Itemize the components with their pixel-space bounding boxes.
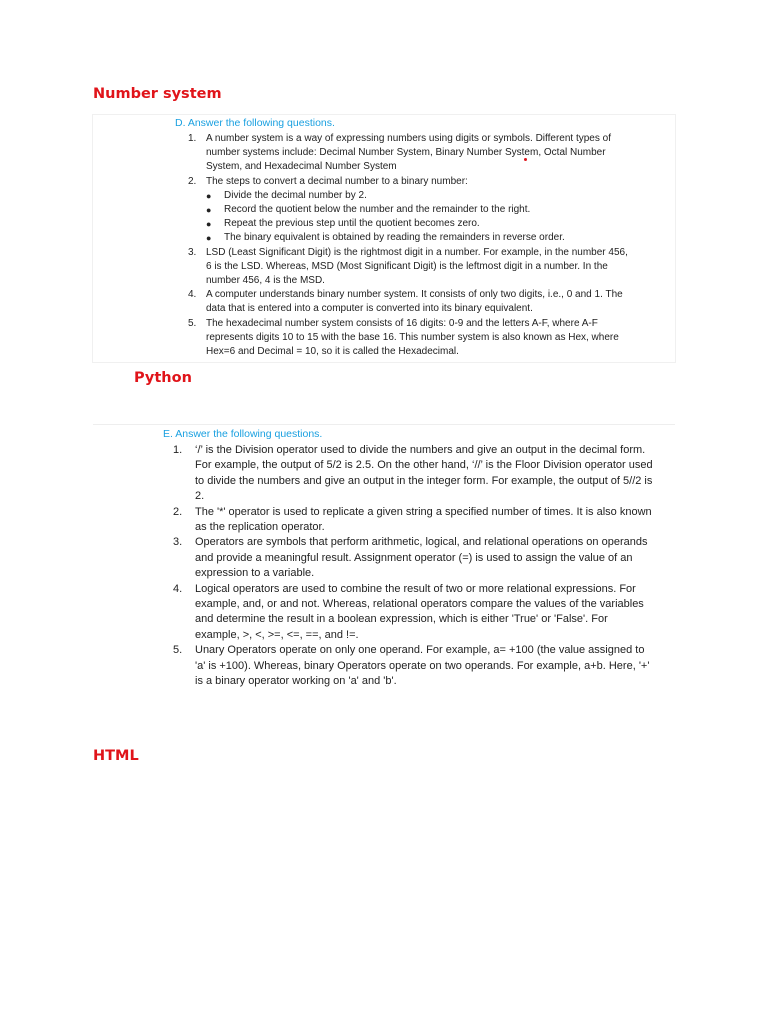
bullet-icon: ● [206,219,212,230]
step-text: Divide the decimal number by 2. [224,189,367,201]
list-item [188,288,628,316]
item-text: The '*' operator is used to replicate a given string a specified number of times. It is also known as the replication operator. [195,505,652,534]
list-item [173,535,655,581]
conversion-steps-list [206,189,628,246]
item-text: A computer understands binary number system. It consists of only two digits, i.e., 0 and 1. The data that is entered into a computer is converted into its binary equivalent. [206,289,623,315]
item-text: Logical operators are used to combine the result of two or more relational expressions. For example, and, or and not. Whereas, relational operators compare the values of the variables and determine the result in a boolean expression, which is either 'True' or 'False'. For example, >, <, >=, <=, ==, and !=. [195,582,644,641]
item-number: 3. [173,536,183,549]
heading-number-system: Number system [93,86,222,102]
item-number: 2. [188,175,197,187]
item-text: LSD (Least Significant Digit) is the rightmost digit in a number. For example, in the number 456, 6 is the LSD. Whereas, MSD (Most Significant Digit) is the leftmost digit in a number. In the number 456, 4 is the MSD. [206,246,628,287]
list-item [173,582,655,644]
list-item [188,246,628,289]
step-item [206,189,628,203]
item-number: 5. [173,644,183,657]
item-text: ‘/’ is the Division operator used to divide the numbers and give an output in the decimal form. For example, the output of 5/2 is 2.5. On the other hand, ‘//’ is the Floor Division operator used to divide the numbers and give an output in the integer form. For example, the output of 5//2 is 2. [195,444,653,503]
item-text: Operators are symbols that perform arithmetic, logical, and relational operations on operands and provide a meaningful result. Assignment operator (=) is used to assign the value of an expression to a variable. [195,536,648,580]
item-text: The steps to convert a decimal number to a binary number: [206,175,468,187]
list-item [173,505,655,536]
item-text: Unary Operators operate on only one operand. For example, a= +100 (the value assigned to 'a' is +100). Whereas, binary Operators operate on two operands. For example, a+b. Here, '+' is a binary operator working on 'a' and 'b'. [195,644,650,688]
list-item [173,443,655,505]
step-text: The binary equivalent is obtained by reading the remainders in reverse order. [224,232,565,244]
section-e-answer-list [173,443,655,690]
list-item [173,643,655,689]
item-number: 2. [173,505,183,518]
item-number: 5. [188,317,197,329]
heading-python: Python [134,370,192,386]
python-answer-image [93,424,675,695]
item-number: 4. [188,289,197,301]
list-item [188,175,628,246]
bullet-icon: ● [206,205,212,216]
heading-html: HTML [93,748,139,764]
item-number: 1. [188,133,197,144]
item-text: A number system is a way of expressing numbers using digits or symbols. Different types of number systems include: Decimal Number System, Binary Number System, Octal Number System, and Hexadecimal Number System [206,133,611,173]
bullet-icon: ● [206,233,212,244]
section-d-answer-list [188,132,628,359]
number-system-answer-image [93,115,675,362]
step-item [206,217,628,231]
item-number: 3. [188,246,197,258]
item-text: The hexadecimal number system consists of 16 digits: 0-9 and the letters A-F, where A-F represents digits 10 to 15 with the base 16. This number system is also known as Hex, where Hex=6 and Decimal = 10, so it is called the Hexadecimal. [206,317,619,358]
item-number: 4. [173,582,183,595]
step-text: Record the quotient below the number and the remainder to the right. [224,204,531,216]
bullet-icon: ● [206,190,212,201]
list-item [188,132,628,175]
section-d-title: D. Answer the following questions. [175,117,335,129]
list-item [188,317,628,360]
step-item [206,231,628,245]
section-e-title: E. Answer the following questions. [163,428,323,440]
step-item [206,203,628,217]
item-number: 1. [173,444,183,456]
step-text: Repeat the previous step until the quotient becomes zero. [224,218,480,230]
